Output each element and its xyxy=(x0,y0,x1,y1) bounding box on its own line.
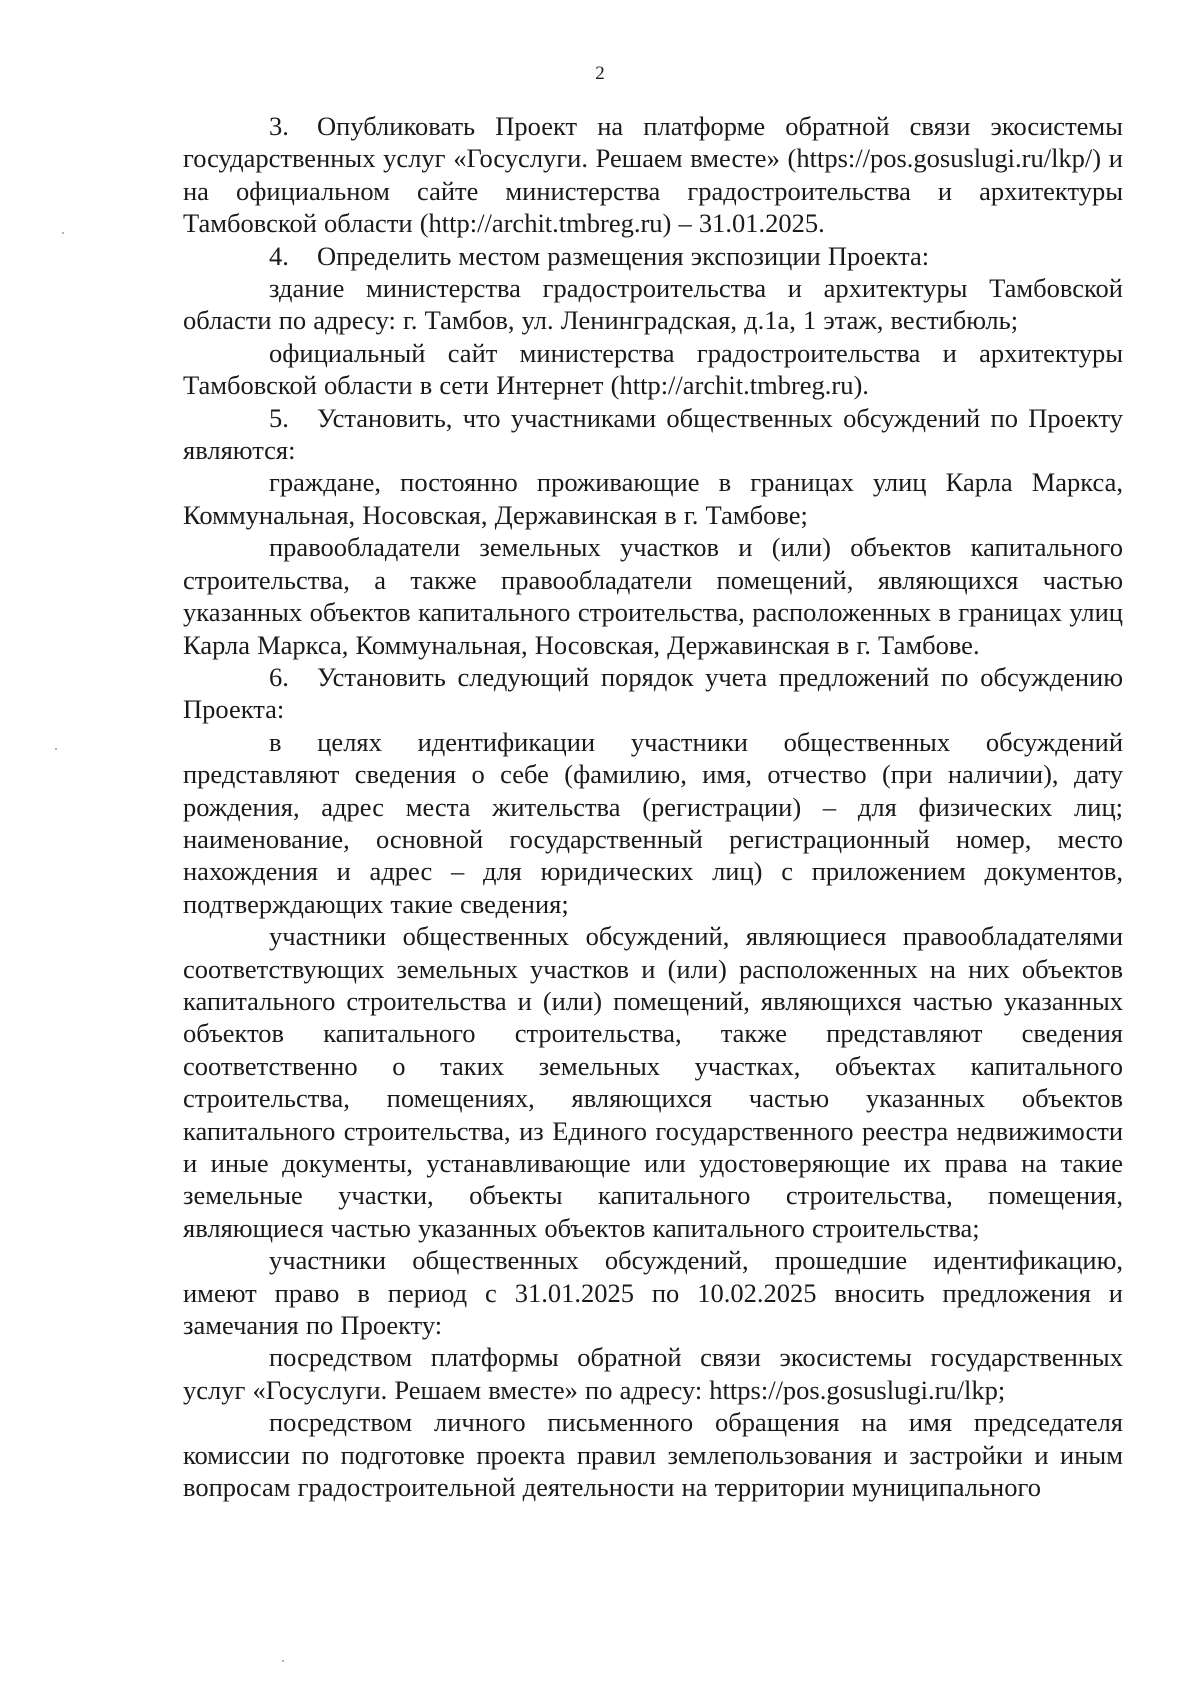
item-number: 5. xyxy=(269,402,289,433)
paragraph-5 xyxy=(183,402,1123,467)
paragraph-text: Установить следующий порядок учета предложений по обсуждению Проекта: xyxy=(183,661,1123,725)
paragraph-text: Опубликовать Проект на платформе обратной связи экосистемы государственных услуг «Госуслуги. Решаем вместе» (https://pos.gosuslugi.ru/lkp/) и на официальном сайте министерства градостроительства и архитектуры Тамбовской области (http://archit.tmbreg.ru) – 31.01.2025. xyxy=(183,111,1123,239)
scan-speck xyxy=(62,232,64,234)
scan-speck xyxy=(55,748,57,750)
paragraph-6 xyxy=(183,661,1123,726)
paragraph-4-building: здание министерства градостроительства и архитектуры Тамбовской области по адресу: г. Тамбов, ул. Ленинградская, д.1а, 1 этаж, вестибюль; xyxy=(183,273,1123,336)
scan-speck xyxy=(282,1660,284,1662)
paragraph-6-proposal-period: участники общественных обсуждений, прошедшие идентификацию, имеют право в период с 31.01.2025 по 10.02.2025 вносить предложения и замечания по Проекту: xyxy=(183,1245,1123,1341)
paragraph-text: Установить, что участниками общественных обсуждений по Проекту являются: xyxy=(183,402,1123,466)
item-number: 4. xyxy=(269,240,289,271)
item-number: 6. xyxy=(269,661,289,692)
paragraph-text: Определить местом размещения экспозиции Проекта: xyxy=(317,240,930,271)
page-number: 2 xyxy=(595,63,605,84)
document-body xyxy=(183,110,1123,1503)
item-number: 3. xyxy=(269,111,289,141)
paragraph-6-identification: в целях идентификации участники общественных обсуждений представляют сведения о себе (фамилию, имя, отчество (при наличии), дату рождения, адрес места жительства (регистрации) – для физических лиц; наименование, основной государственный регистрационный номер, место нахождения и адрес – для юридических лиц) с приложением документов, подтверждающих такие сведения; xyxy=(183,726,1123,919)
paragraph-4-website: официальный сайт министерства градостроительства и архитектуры Тамбовской области в сети Интернет (http://archit.tmbreg.ru). xyxy=(183,337,1123,401)
paragraph-6-via-platform: посредством платформы обратной связи экосистемы государственных услуг «Госуслуги. Решаем вместе» по адресу: https://pos.gosuslugi.ru/lkp; xyxy=(183,1342,1123,1405)
paragraph-5-citizens: граждане, постоянно проживающие в границах улиц Карла Маркса, Коммунальная, Носовская, Державинская в г. Тамбове; xyxy=(183,467,1123,530)
paragraph-6-via-letter: посредством личного письменного обращения на имя председателя комиссии по подготовке проекта правил землепользования и застройки и иным вопросам градостроительной деятельности на территории муниципального xyxy=(183,1407,1123,1503)
paragraph-5-rightholders: правообладатели земельных участков и (или) объектов капитального строительства, а также правообладатели помещений, являющихся частью указанных объектов капитального строительства, расположенных в границах улиц Карла Маркса, Коммунальная, Носовская, Державинская в г. Тамбове. xyxy=(183,532,1123,660)
paragraph-4 xyxy=(183,240,1123,272)
paragraph-3 xyxy=(183,110,1123,240)
paragraph-6-rightholder-info: участники общественных обсуждений, являющиеся правообладателями соответствующих земельных участков и (или) расположенных на них объектов капитального строительства и (или) помещений, являющихся частью указанных объектов капитального строительства, также представляют сведения соответственно о таких земельных участках, объектах капитального строительства, помещениях, являющихся частью указанных объектов капитального строительства, из Единого государственного реестра недвижимости и иные документы, устанавливающие или удостоверяющие их права на такие земельные участки, объекты капитального строительства, помещения, являющиеся частью указанных объектов капитального строительства; xyxy=(183,921,1123,1243)
